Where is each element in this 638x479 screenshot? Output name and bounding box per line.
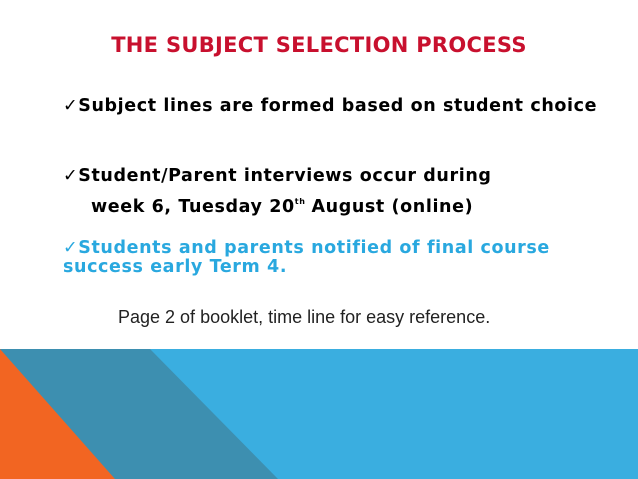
bullet-line2-rest: August (online) — [311, 197, 474, 217]
bullet-notification — [63, 239, 603, 277]
bullet-subject-lines — [63, 97, 603, 116]
bullet-text: Students and parents notified of final course success early Term 4. — [63, 238, 550, 277]
checkmark-icon: ✓ — [63, 238, 79, 258]
bullet-line2-date: week 6, Tuesday 20 — [91, 197, 295, 217]
bullet-line2 — [63, 192, 603, 217]
booklet-note: Page 2 of booklet, time line for easy reference. — [118, 307, 491, 327]
checkmark-icon: ✓ — [63, 166, 79, 186]
checkmark-icon: ✓ — [63, 96, 79, 116]
slide-title: THE SUBJECT SELECTION PROCESS — [111, 33, 527, 57]
bullet-text: Subject lines are formed based on student choice — [78, 96, 598, 116]
bullet-interviews — [63, 167, 603, 217]
ordinal-suffix: th — [294, 197, 306, 206]
bullet-line1: Student/Parent interviews occur during — [78, 166, 492, 186]
